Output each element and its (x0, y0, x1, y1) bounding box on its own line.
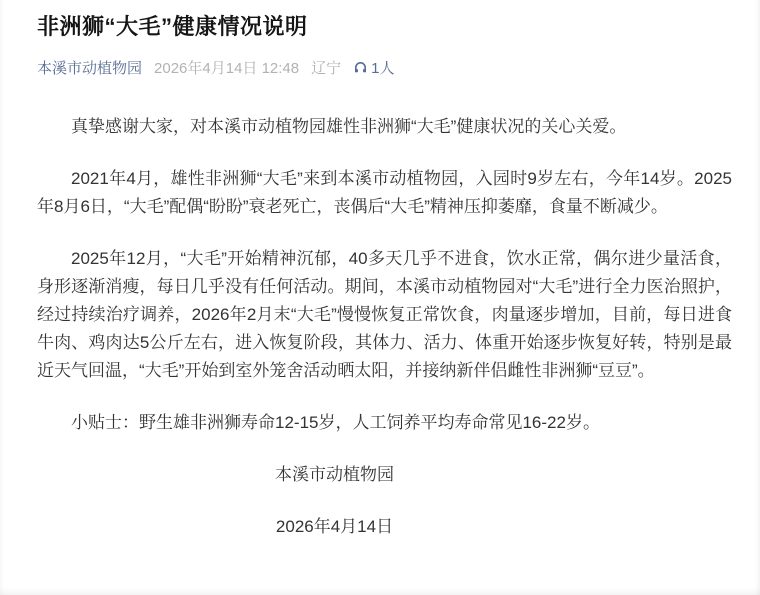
account-name-link[interactable]: 本溪市动植物园 (37, 60, 143, 77)
publish-location: 辽宁 (311, 60, 342, 77)
listen-button[interactable] (353, 57, 394, 78)
article-footer (37, 461, 732, 541)
article-title: 非洲狮“大毛”健康情况说明 (37, 14, 308, 39)
byline (37, 57, 732, 78)
signature-date: 2026年4月14日 (275, 517, 394, 536)
article-body (37, 113, 732, 437)
paragraph-thanks: 真挚感谢大家，对本溪市动植物园雄性非洲狮“大毛”健康状况的关心关爱。 (71, 117, 627, 136)
paragraph-history: 2021年4月，雄性非洲狮“大毛”来到本溪市动植物园，入园时9岁左右，今年14岁。2025年8月6日，“大毛”配偶“盼盼”衰老死亡，丧偶后“大毛”精神压抑萎靡，食量不断减少。 (37, 169, 732, 216)
signature: 本溪市动植物园 (275, 465, 394, 484)
paragraph-treatment: 2025年12月，“大毛”开始精神沉郁，40多天几乎不进食，饮水正常，偶尔进少量活食，身形逐渐消瘦，每日几乎没有任何活动。期间，本溪市动植物园对“大毛”进行全力医治照护，经过持续治疗调养，2026年2月末“大毛”慢慢恢复正常饮食，肉量逐步增加，目前，每日进食牛肉、鸡肉达5公斤左右，进入恢复阶段，其体力、活力、体重开始逐步恢复好转，特别是最近天气回温，“大毛”开始到室外笼舍活动晒太阳，并接纳新伴侣雌性非洲狮“豆豆”。 (37, 249, 732, 380)
publish-datetime: 2026年4月14日 12:48 (154, 60, 300, 77)
headphones-icon (353, 60, 368, 75)
listen-count: 1人 (371, 60, 395, 77)
paragraph-tip: 小贴士：野生雄非洲狮寿命12-15岁，人工饲养平均寿命常见16-22岁。 (71, 413, 600, 432)
